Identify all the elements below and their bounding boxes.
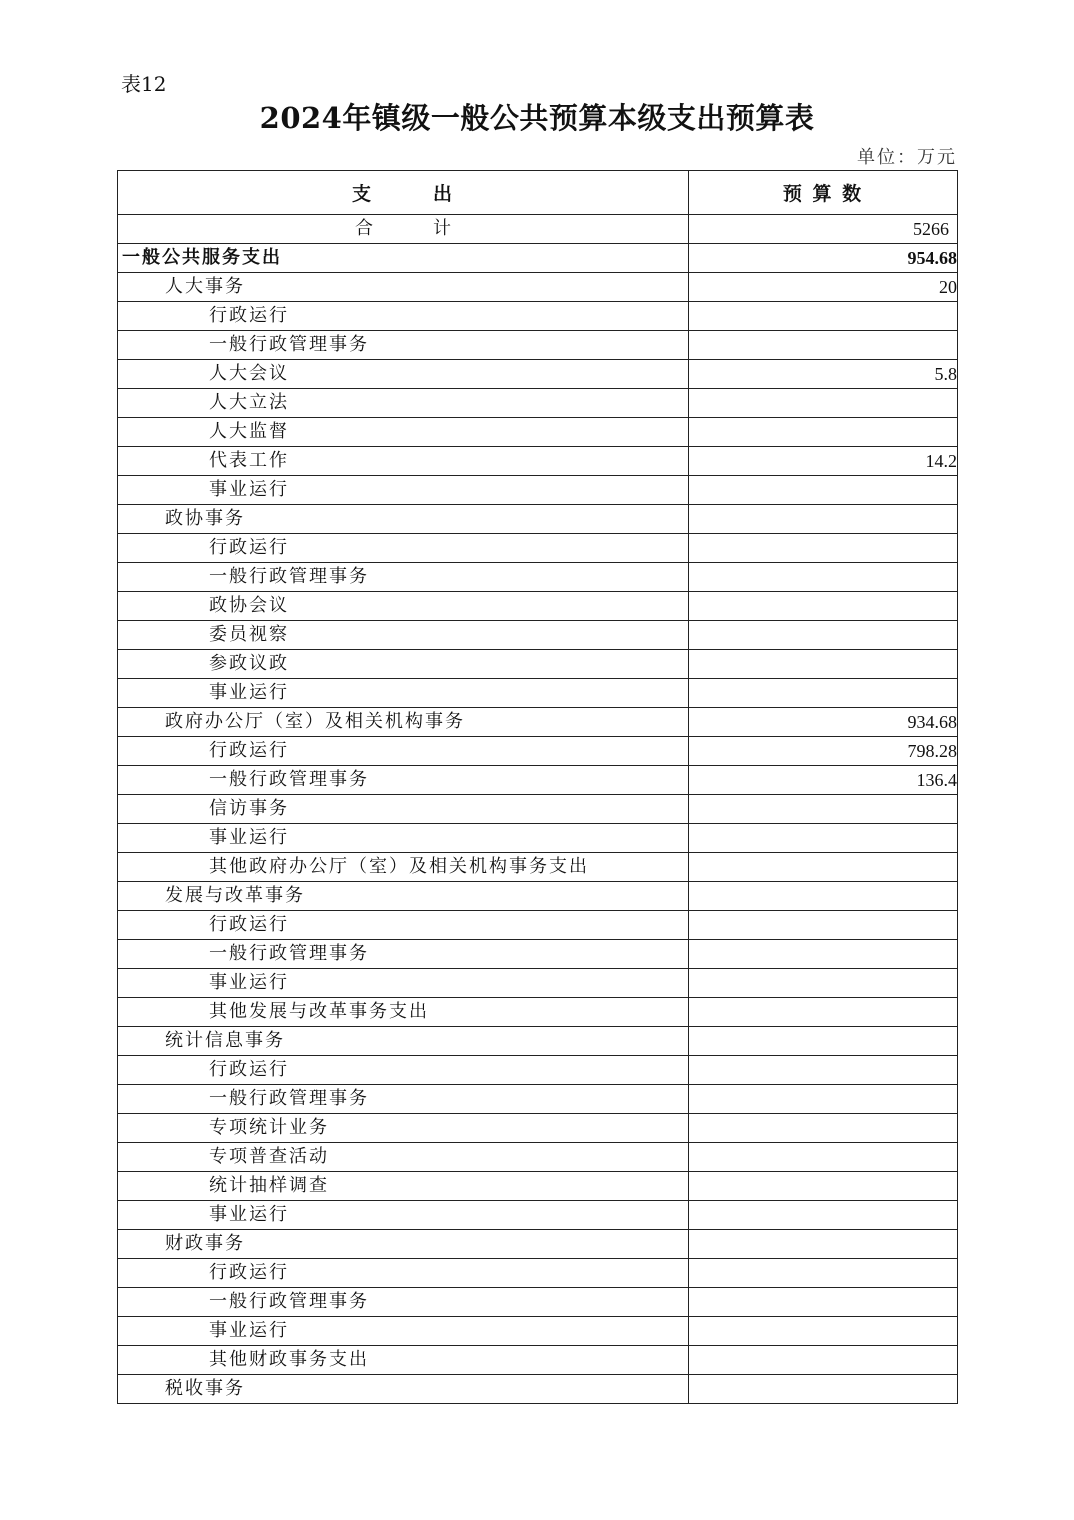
table-row	[118, 1027, 958, 1056]
table-row	[118, 273, 958, 302]
expense-item-name: 政协事务	[118, 505, 689, 534]
table-row	[118, 737, 958, 766]
budget-amount	[689, 911, 958, 940]
expense-item-name: 一般行政管理事务	[118, 766, 689, 795]
table-row	[118, 331, 958, 360]
expense-item-name: 行政运行	[118, 911, 689, 940]
expense-item-name: 税收事务	[118, 1375, 689, 1404]
budget-amount	[689, 418, 958, 447]
budget-amount	[689, 389, 958, 418]
expense-item-name: 委员视察	[118, 621, 689, 650]
budget-amount: 5.8	[689, 360, 958, 389]
expense-item-name: 行政运行	[118, 302, 689, 331]
expense-item-name: 人大会议	[118, 360, 689, 389]
table-row	[118, 708, 958, 737]
expense-item-name: 发展与改革事务	[118, 882, 689, 911]
table-row	[118, 940, 958, 969]
budget-amount	[689, 650, 958, 679]
budget-amount: 798.28	[689, 737, 958, 766]
budget-amount	[689, 563, 958, 592]
budget-amount	[689, 969, 958, 998]
budget-amount: 20	[689, 273, 958, 302]
expense-item-name: 事业运行	[118, 969, 689, 998]
budget-amount: 934.68	[689, 708, 958, 737]
expense-item-name: 其他政府办公厅（室）及相关机构事务支出	[118, 853, 689, 882]
budget-table	[117, 170, 958, 1404]
table-row	[118, 882, 958, 911]
budget-amount	[689, 505, 958, 534]
expense-item-name: 专项统计业务	[118, 1114, 689, 1143]
document-title: 2024年镇级一般公共预算本级支出预算表	[259, 101, 815, 135]
budget-amount	[689, 534, 958, 563]
expense-item-name: 统计抽样调查	[118, 1172, 689, 1201]
budget-amount	[689, 302, 958, 331]
expense-item-name: 行政运行	[118, 737, 689, 766]
expense-item-name: 事业运行	[118, 679, 689, 708]
table-row	[118, 1317, 958, 1346]
expense-item-name: 行政运行	[118, 534, 689, 563]
budget-amount	[689, 1230, 958, 1259]
expense-item-name: 统计信息事务	[118, 1027, 689, 1056]
table-row	[118, 534, 958, 563]
budget-amount	[689, 1375, 958, 1404]
table-row	[118, 1114, 958, 1143]
table-row	[118, 418, 958, 447]
table-row	[118, 592, 958, 621]
table-header	[118, 171, 958, 215]
table-number: 表12	[121, 72, 167, 96]
table-row	[118, 824, 958, 853]
table-row	[118, 621, 958, 650]
expense-item-name: 专项普查活动	[118, 1143, 689, 1172]
expense-item-name: 一般行政管理事务	[118, 1085, 689, 1114]
budget-amount: 14.2	[689, 447, 958, 476]
expense-item-name: 代表工作	[118, 447, 689, 476]
table-row	[118, 1172, 958, 1201]
expense-item-name: 行政运行	[118, 1056, 689, 1085]
table-row	[118, 1201, 958, 1230]
table-row	[118, 650, 958, 679]
table-row	[118, 447, 958, 476]
table-row	[118, 911, 958, 940]
expense-item-name: 财政事务	[118, 1230, 689, 1259]
budget-amount: 136.4	[689, 766, 958, 795]
budget-amount	[689, 621, 958, 650]
budget-amount	[689, 1346, 958, 1375]
expense-item-name: 一般公共服务支出	[118, 244, 689, 273]
table-row	[118, 679, 958, 708]
budget-amount	[689, 1143, 958, 1172]
budget-amount	[689, 998, 958, 1027]
table-row	[118, 1143, 958, 1172]
expense-item-name: 事业运行	[118, 824, 689, 853]
table-row	[118, 853, 958, 882]
total-row	[118, 215, 958, 244]
table-row	[118, 1230, 958, 1259]
table-row	[118, 1056, 958, 1085]
budget-amount	[689, 1201, 958, 1230]
total-label: 合 计	[118, 215, 689, 244]
budget-amount	[689, 1172, 958, 1201]
table-row	[118, 1259, 958, 1288]
table-row	[118, 795, 958, 824]
table-row	[118, 360, 958, 389]
expense-item-name: 一般行政管理事务	[118, 563, 689, 592]
budget-amount	[689, 853, 958, 882]
total-value: 5266	[689, 215, 958, 244]
expense-item-name: 政协会议	[118, 592, 689, 621]
budget-amount	[689, 592, 958, 621]
table-row	[118, 1085, 958, 1114]
budget-amount	[689, 1085, 958, 1114]
table-row	[118, 563, 958, 592]
table-row	[118, 969, 958, 998]
expense-item-name: 一般行政管理事务	[118, 1288, 689, 1317]
expense-item-name: 信访事务	[118, 795, 689, 824]
expense-item-name: 其他发展与改革事务支出	[118, 998, 689, 1027]
expense-item-name: 一般行政管理事务	[118, 940, 689, 969]
budget-amount	[689, 1259, 958, 1288]
table-row	[118, 998, 958, 1027]
budget-amount	[689, 1114, 958, 1143]
budget-column-header: 预 算 数	[689, 171, 958, 215]
expense-item-name: 人大事务	[118, 273, 689, 302]
budget-amount	[689, 824, 958, 853]
header-row	[118, 171, 958, 215]
table-row	[118, 476, 958, 505]
table-row	[118, 244, 958, 273]
table-row	[118, 1375, 958, 1404]
expense-item-name: 人大立法	[118, 389, 689, 418]
budget-amount	[689, 1317, 958, 1346]
budget-amount	[689, 476, 958, 505]
table-row	[118, 1288, 958, 1317]
budget-amount	[689, 1027, 958, 1056]
expense-item-name: 行政运行	[118, 1259, 689, 1288]
unit-label: 单位：万元	[857, 147, 957, 168]
table-row	[118, 766, 958, 795]
expense-item-name: 一般行政管理事务	[118, 331, 689, 360]
budget-amount	[689, 795, 958, 824]
expense-item-name: 人大监督	[118, 418, 689, 447]
budget-amount	[689, 1056, 958, 1085]
table-row	[118, 505, 958, 534]
expense-item-name: 事业运行	[118, 476, 689, 505]
table-row	[118, 1346, 958, 1375]
budget-amount: 954.68	[689, 244, 958, 273]
expense-item-name: 政府办公厅（室）及相关机构事务	[118, 708, 689, 737]
budget-amount	[689, 940, 958, 969]
budget-amount	[689, 1288, 958, 1317]
expense-item-name: 参政议政	[118, 650, 689, 679]
table-body	[118, 215, 958, 1404]
expense-item-name: 事业运行	[118, 1317, 689, 1346]
table-row	[118, 302, 958, 331]
table-row	[118, 389, 958, 418]
budget-amount	[689, 882, 958, 911]
expense-column-header: 支 出	[118, 171, 689, 215]
budget-amount	[689, 679, 958, 708]
expense-item-name: 其他财政事务支出	[118, 1346, 689, 1375]
expense-item-name: 事业运行	[118, 1201, 689, 1230]
budget-amount	[689, 331, 958, 360]
